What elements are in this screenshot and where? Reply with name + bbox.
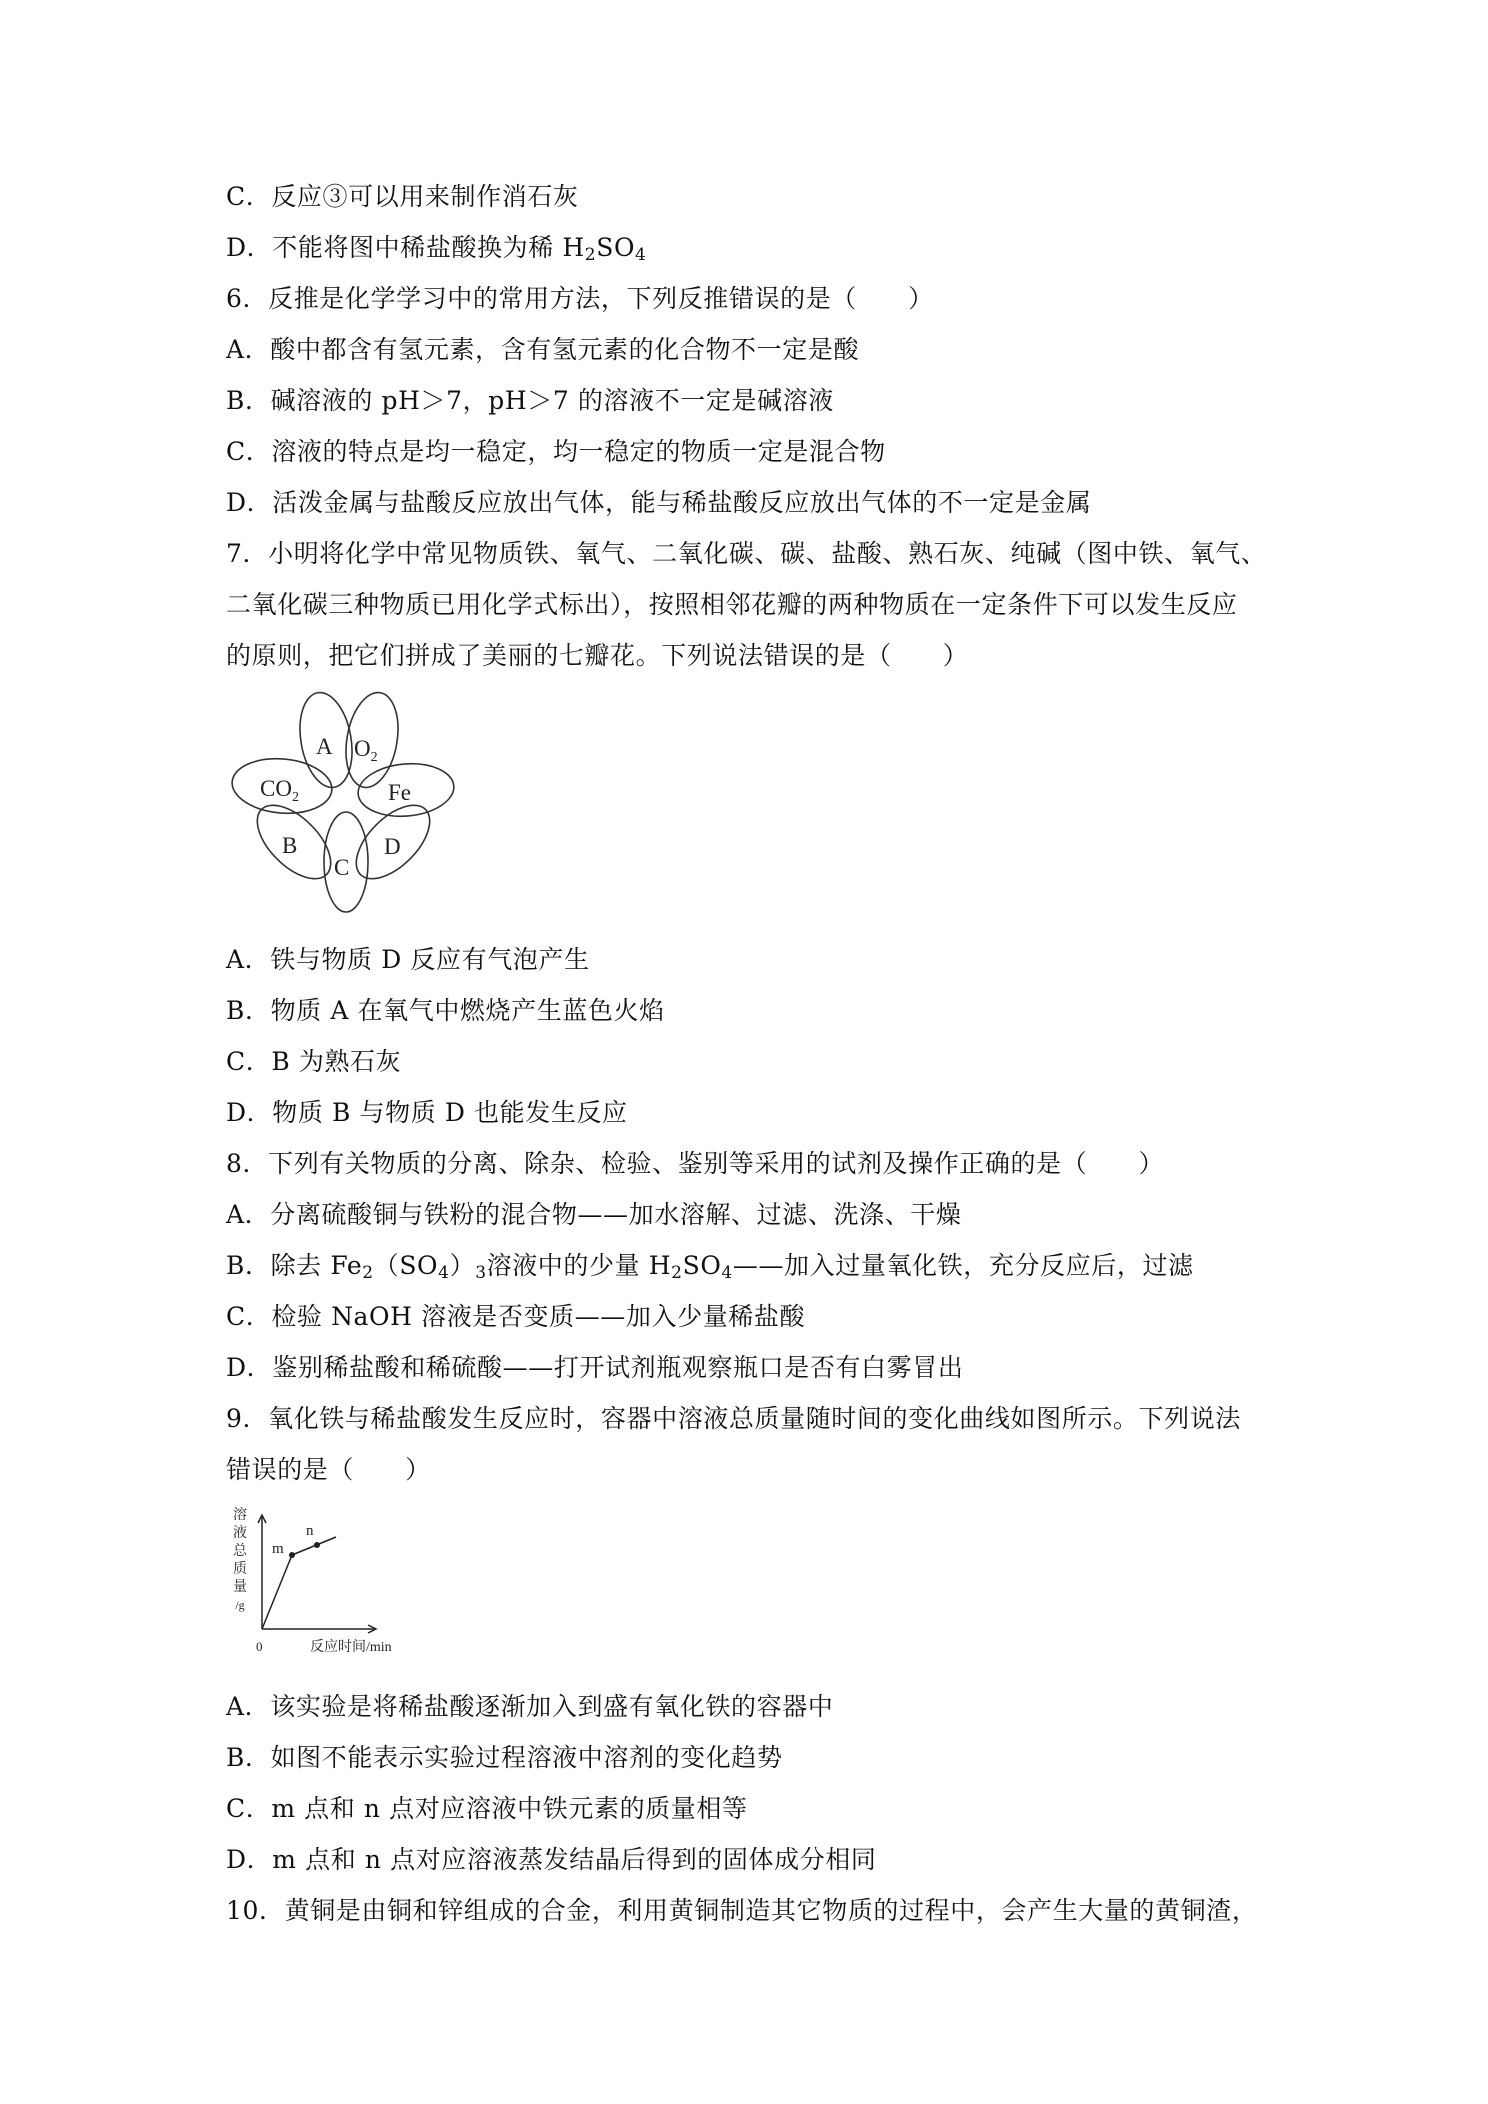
origin-label: 0 bbox=[256, 1639, 263, 1654]
petal-label-co2: $CO_2$ bbox=[260, 776, 299, 805]
q6-stem: 6．反推是化学学习中的常用方法，下列反推错误的是（ ） bbox=[226, 284, 934, 313]
q8-stem: 8．下列有关物质的分离、除杂、检验、鉴别等采用的试剂及操作正确的是（ ） bbox=[226, 1149, 1165, 1178]
q8-option-b: B．除去 $Fe_2(SO_4)_3$溶液中的少量 $H_2SO_4——$加入过量氧化铁，充分反应后，过滤 bbox=[226, 1251, 1194, 1283]
petal-label-o2: $O_2$ bbox=[354, 736, 378, 765]
q5-option-d: D．不能将图中稀盐酸换为稀 $H_2SO_4$ bbox=[226, 233, 647, 265]
petal-label-a: A bbox=[316, 734, 333, 759]
petal-label-fe: Fe bbox=[388, 780, 411, 805]
point-m bbox=[289, 1552, 295, 1558]
mass-time-graph bbox=[226, 1503, 426, 1658]
q9-option-b: B．如图不能表示实验过程溶液中溶剂的变化趋势 bbox=[226, 1743, 783, 1772]
point-n bbox=[314, 1542, 320, 1548]
point-n-label: n bbox=[306, 1523, 314, 1539]
y-axis-label-char-5: 量 bbox=[233, 1580, 247, 1595]
y-axis-label-char-4: 质 bbox=[233, 1562, 247, 1577]
q8-option-c: C．检验 NaOH 溶液是否变质——加入少量稀盐酸 bbox=[226, 1302, 806, 1331]
q7-stem-line-3: 的原则，把它们拼成了美丽的七瓣花。下列说法错误的是（ ） bbox=[226, 641, 969, 670]
q9-option-c: C．m 点和 n 点对应溶液中铁元素的质量相等 bbox=[226, 1794, 748, 1823]
q7-stem-line-1: 7．小明将化学中常见物质铁、氧气、二氧化碳、碳、盐酸、熟石灰、纯碱（图中铁、氧气、 bbox=[226, 539, 1267, 568]
y-axis-label-char-3: 总 bbox=[233, 1544, 247, 1559]
petal-o2 bbox=[339, 690, 405, 792]
y-axis-label-char-2: 液 bbox=[233, 1526, 247, 1541]
q7-option-b: B．物质 A 在氧气中燃烧产生蓝色火焰 bbox=[226, 996, 665, 1025]
q7-stem-line-2: 二氧化碳三种物质已用化学式标出），按照相邻花瓣的两种物质在一定条件下可以发生反应 bbox=[226, 590, 1238, 619]
point-m-label: m bbox=[272, 1541, 284, 1557]
q7-option-a: A．铁与物质 D 反应有气泡产生 bbox=[226, 945, 590, 974]
q6-option-d: D．活泼金属与盐酸反应放出气体，能与稀盐酸反应放出气体的不一定是金属 bbox=[226, 488, 1092, 517]
q10-stem-line-1: 10．黄铜是由铜和锌组成的合金，利用黄铜制造其它物质的过程中，会产生大量的黄铜渣， bbox=[226, 1896, 1258, 1925]
seven-petal-flower-figure bbox=[226, 690, 466, 920]
q9-stem-line-1: 9．氧化铁与稀盐酸发生反应时，容器中溶液总质量随时间的变化曲线如图所示。下列说法 bbox=[226, 1404, 1241, 1433]
q9-stem-line-2: 错误的是（ ） bbox=[226, 1455, 431, 1484]
petal-label-c: C bbox=[334, 855, 350, 880]
q6-option-c: C．溶液的特点是均一稳定，均一稳定的物质一定是混合物 bbox=[226, 437, 886, 466]
q6-option-b: B．碱溶液的 pH＞7，pH＞7 的溶液不一定是碱溶液 bbox=[226, 386, 834, 415]
y-axis-label-char-1: 溶 bbox=[233, 1508, 247, 1523]
petal-label-b: B bbox=[282, 833, 298, 858]
q7-option-c: C．B 为熟石灰 bbox=[226, 1047, 402, 1076]
q9-option-a: A．该实验是将稀盐酸逐渐加入到盛有氧化铁的容器中 bbox=[226, 1692, 834, 1721]
q5-option-c: C．反应③可以用来制作消石灰 bbox=[226, 182, 579, 211]
q6-option-a: A．酸中都含有氢元素，含有氢元素的化合物不一定是酸 bbox=[226, 335, 860, 364]
x-axis-label: 反应时间/min bbox=[310, 1640, 392, 1655]
q8-option-d: D．鉴别稀盐酸和稀硫酸——打开试剂瓶观察瓶口是否有白雾冒出 bbox=[226, 1353, 964, 1382]
q8-option-a: A．分离硫酸铜与铁粉的混合物——加水溶解、过滤、洗涤、干燥 bbox=[226, 1200, 962, 1229]
q9-option-d: D．m 点和 n 点对应溶液蒸发结晶后得到的固体成分相同 bbox=[226, 1845, 877, 1874]
petal-label-d: D bbox=[384, 834, 401, 859]
y-axis-label-char-6: /g bbox=[235, 1598, 245, 1612]
q7-option-d: D．物质 B 与物质 D 也能发生反应 bbox=[226, 1098, 628, 1127]
